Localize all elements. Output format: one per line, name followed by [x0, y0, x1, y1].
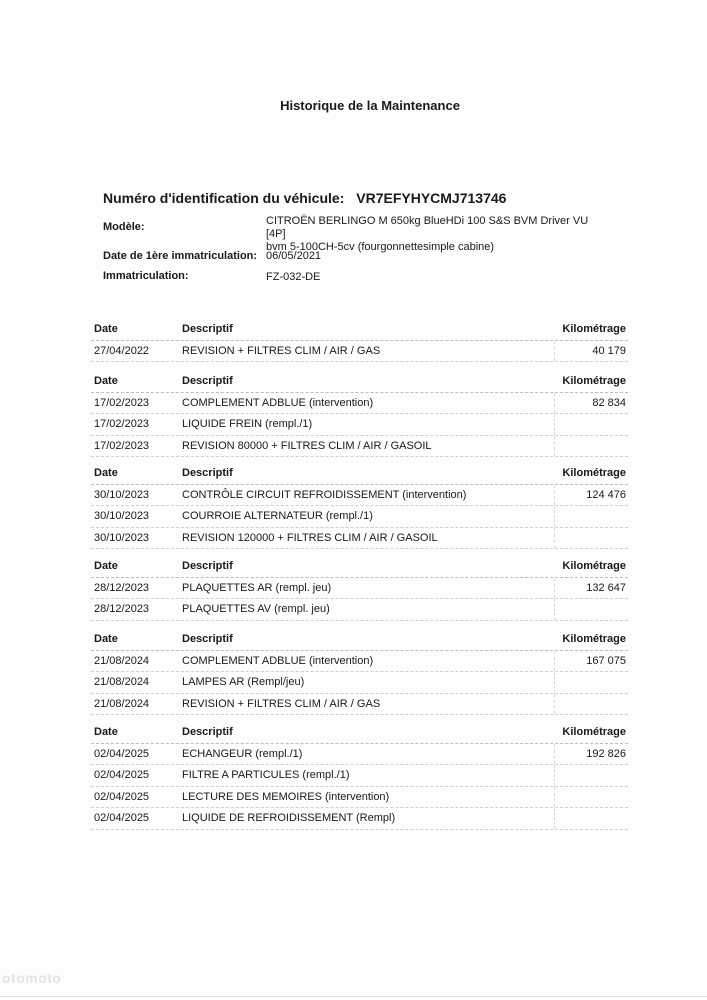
entry-date: 17/02/2023 [94, 396, 150, 409]
table-row [91, 787, 628, 809]
header-mileage: Kilométrage [562, 633, 626, 645]
entry-description: REVISION + FILTRES CLIM / AIR / GAS [182, 697, 381, 710]
entry-date: 21/08/2024 [94, 654, 150, 667]
table-row [91, 599, 628, 621]
table-header-row [91, 629, 628, 651]
plate-value: FZ-032-DE [266, 271, 321, 283]
table-row [91, 651, 628, 673]
mileage-column-divider [554, 651, 555, 672]
entry-date: 30/10/2023 [94, 488, 150, 501]
table-row [91, 765, 628, 787]
vin-value: VR7EFYHYCMJ713746 [356, 190, 507, 206]
header-date: Date [94, 323, 118, 335]
entry-description: LIQUIDE FREIN (rempl./1) [182, 418, 313, 430]
header-date: Date [94, 467, 118, 479]
entry-description: REVISION + FILTRES CLIM / AIR / GAS [182, 344, 381, 357]
bottom-rule [0, 996, 707, 997]
mileage-column-divider [554, 787, 555, 808]
table-row [91, 694, 628, 716]
model-value [266, 215, 606, 254]
header-mileage: Kilométrage [562, 467, 626, 479]
mileage-column-divider [554, 578, 555, 599]
table-row [91, 393, 628, 415]
entry-description: COURROIE ALTERNATEUR (rempl./1) [182, 510, 373, 522]
table-row [91, 528, 628, 550]
mileage-column-divider [554, 341, 555, 362]
entry-description: COMPLEMENT ADBLUE (intervention) [182, 396, 374, 409]
table-row [91, 341, 628, 363]
entry-date: 30/10/2023 [94, 510, 150, 522]
table-row [91, 808, 628, 830]
mileage-column-divider [554, 414, 555, 435]
entry-description: PLAQUETTES AR (rempl. jeu) [182, 581, 332, 594]
mileage-column-divider [554, 765, 555, 786]
table-header-row [91, 319, 628, 341]
model-value-line1: CITROËN BERLINGO M 650kg BlueHDi 100 S&S BVM Driver VU [4P] [266, 215, 589, 240]
table-header-row [91, 556, 628, 578]
header-mileage: Kilométrage [562, 726, 626, 738]
page-title: Historique de la Maintenance [280, 98, 460, 113]
header-description: Descriptif [182, 726, 233, 738]
entry-date: 28/12/2023 [94, 581, 150, 594]
header-mileage: Kilométrage [562, 323, 626, 335]
maintenance-block [91, 629, 628, 715]
header-description: Descriptif [182, 633, 233, 645]
table-row [91, 672, 628, 694]
vin-label: Numéro d'identification du véhicule: [103, 190, 345, 206]
entry-date: 02/04/2025 [94, 812, 150, 824]
maintenance-block [91, 371, 628, 457]
entry-date: 21/08/2024 [94, 697, 150, 710]
table-header-row [91, 722, 628, 744]
entry-date: 30/10/2023 [94, 531, 150, 544]
maintenance-block [91, 556, 628, 621]
entry-description: COMPLEMENT ADBLUE (intervention) [182, 654, 374, 667]
header-description: Descriptif [182, 560, 233, 572]
mileage-column-divider [554, 393, 555, 414]
header-date: Date [94, 560, 118, 572]
entry-date: 17/02/2023 [94, 439, 150, 452]
header-description: Descriptif [182, 375, 233, 387]
entry-date: 21/08/2024 [94, 676, 150, 688]
entry-description: PLAQUETTES AV (rempl. jeu) [182, 603, 330, 615]
header-date: Date [94, 726, 118, 738]
maintenance-block [91, 319, 628, 362]
table-row [91, 744, 628, 766]
table-row [91, 436, 628, 458]
header-mileage: Kilométrage [562, 560, 626, 572]
entry-description: FILTRE A PARTICULES (rempl./1) [182, 769, 350, 781]
header-mileage: Kilométrage [562, 375, 626, 387]
entry-mileage: 192 826 [586, 747, 626, 760]
maintenance-block [91, 463, 628, 549]
mileage-column-divider [554, 744, 555, 765]
entry-description: CONTRÔLE CIRCUIT REFROIDISSEMENT (intervention) [182, 488, 467, 501]
registration-date-label: Date de 1ère immatriculation: [103, 250, 258, 262]
mileage-column-divider [554, 436, 555, 457]
entry-mileage: 40 179 [592, 344, 626, 357]
table-row [91, 506, 628, 528]
entry-description: REVISION 120000 + FILTRES CLIM / AIR / GASOIL [182, 531, 438, 544]
entry-mileage: 132 647 [586, 581, 626, 594]
plate-label: Immatriculation: [103, 270, 189, 282]
entry-description: REVISION 80000 + FILTRES CLIM / AIR / GASOIL [182, 439, 432, 452]
entry-description: LIQUIDE DE REFROIDISSEMENT (Rempl) [182, 812, 396, 824]
model-label: Modèle: [103, 221, 145, 233]
vin-line [103, 190, 506, 206]
entry-date: 02/04/2025 [94, 769, 150, 781]
mileage-column-divider [554, 599, 555, 620]
watermark: otomoto [2, 970, 62, 986]
entry-mileage: 167 075 [586, 654, 626, 667]
entry-date: 02/04/2025 [94, 747, 150, 760]
entry-date: 27/04/2022 [94, 344, 150, 357]
header-date: Date [94, 633, 118, 645]
entry-description: LAMPES AR (Rempl/jeu) [182, 676, 305, 688]
registration-date-value: 06/05/2021 [266, 250, 322, 262]
entry-mileage: 82 834 [592, 396, 626, 409]
entry-date: 02/04/2025 [94, 790, 150, 803]
mileage-column-divider [554, 506, 555, 527]
mileage-column-divider [554, 808, 555, 829]
table-row [91, 578, 628, 600]
mileage-column-divider [554, 528, 555, 549]
table-header-row [91, 463, 628, 485]
mileage-column-divider [554, 672, 555, 693]
entry-date: 28/12/2023 [94, 603, 150, 615]
maintenance-block [91, 722, 628, 830]
table-row [91, 485, 628, 507]
header-description: Descriptif [182, 467, 233, 479]
model-value-line2: bvm 5-100CH-5cv (fourgonnettesimple cabine) [266, 241, 495, 253]
header-description: Descriptif [182, 323, 233, 335]
mileage-column-divider [554, 485, 555, 506]
table-row [91, 414, 628, 436]
mileage-column-divider [554, 694, 555, 715]
table-header-row [91, 371, 628, 393]
entry-description: ECHANGEUR (rempl./1) [182, 747, 303, 760]
header-date: Date [94, 375, 118, 387]
entry-date: 17/02/2023 [94, 418, 150, 430]
entry-mileage: 124 476 [586, 488, 626, 501]
entry-description: LECTURE DES MEMOIRES (intervention) [182, 790, 390, 803]
